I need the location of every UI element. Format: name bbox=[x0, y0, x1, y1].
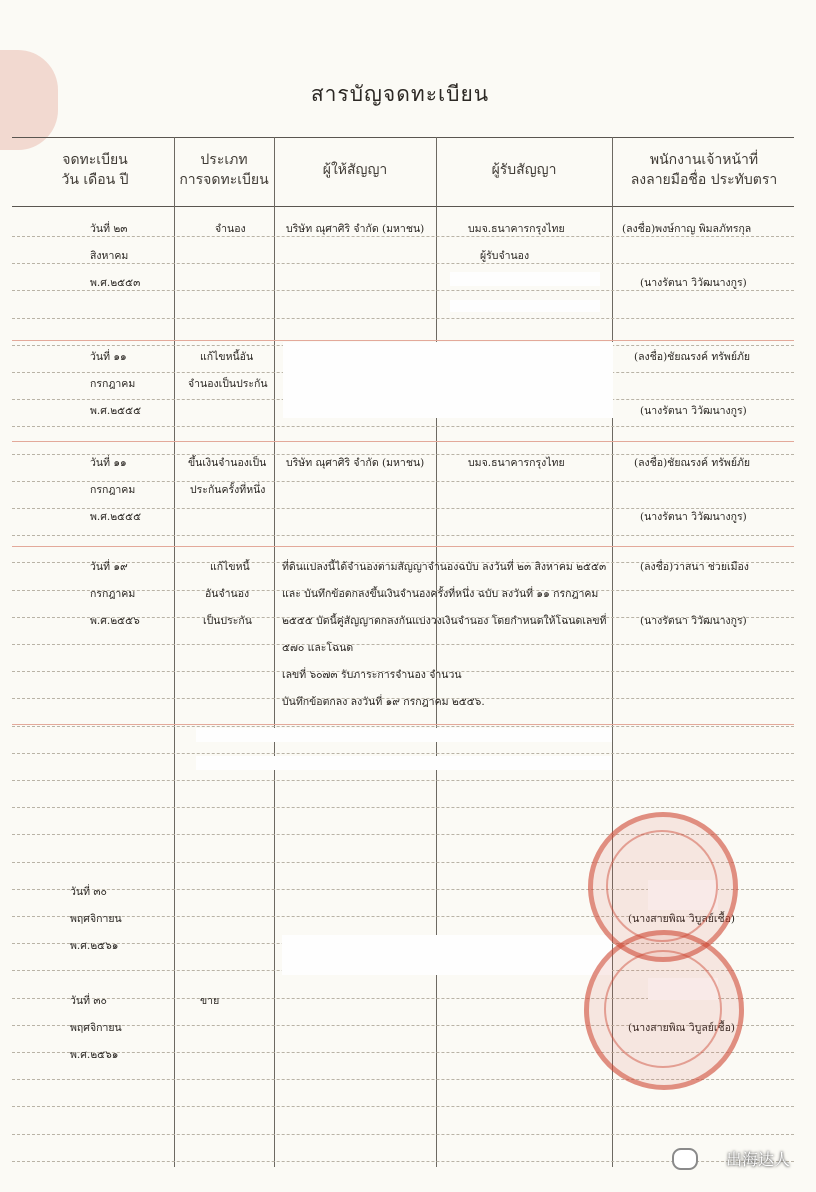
ruled-line bbox=[12, 263, 794, 264]
redaction bbox=[196, 756, 612, 770]
ruled-line bbox=[12, 644, 794, 645]
entry-date-year: พ.ศ.๒๕๖๑ bbox=[70, 1049, 119, 1061]
entry-note-line: ๕๗๐ และโฉนด bbox=[282, 642, 354, 654]
column-divider bbox=[436, 137, 437, 1167]
header-grantee: ผู้รับสัญญา bbox=[491, 162, 557, 178]
entry-separator bbox=[12, 441, 794, 442]
entry-type-line3: เป็นประกัน bbox=[203, 615, 252, 627]
entry-officer-sign: (ลงชื่อ)ชัยณรงค์ ทรัพย์ภัย bbox=[634, 351, 751, 363]
ruled-line bbox=[12, 807, 794, 808]
entry-officer-name: (นางสายพิณ วิบูลย์เชื้อ) bbox=[628, 913, 736, 925]
entry-date-month: กรกฎาคม bbox=[90, 588, 136, 600]
entry-date-year: พ.ศ.๒๕๖๑ bbox=[70, 940, 119, 952]
redaction bbox=[450, 272, 600, 286]
column-divider bbox=[274, 137, 275, 1167]
header-grantor: ผู้ให้สัญญา bbox=[322, 162, 388, 178]
ruled-line bbox=[12, 318, 794, 319]
entry-officer-sign: (ลงชื่อ)พงษ์กาญ พิมลภัทรกุล bbox=[622, 223, 752, 235]
entry-officer-name: (นางรัตนา วิวัฒนางกูร) bbox=[640, 277, 747, 289]
entry-type-line1: แก้ไขหนี้อัน bbox=[200, 351, 254, 363]
entry-officer-name: (นางรัตนา วิวัฒนางกูร) bbox=[640, 405, 747, 417]
entry-date-day: วันที่ ๒๓ bbox=[90, 223, 128, 235]
entry-date-day: วันที่ ๓๐ bbox=[70, 995, 107, 1007]
entry-type-line1: แก้ไขหนี้ bbox=[210, 561, 250, 573]
ruled-line bbox=[12, 1134, 794, 1135]
official-seal-inner-ring bbox=[604, 950, 722, 1068]
entry-type-line2: ประกันครั้งที่หนึ่ง bbox=[190, 484, 266, 496]
redaction bbox=[450, 300, 600, 312]
entry-type-line1: ขึ้นเงินจำนองเป็น bbox=[188, 457, 267, 469]
ruled-line bbox=[12, 535, 794, 536]
entry-note-line: บันทึกข้อตกลง ลงวันที่ ๑๙ กรกฎาคม ๒๕๕๖. bbox=[282, 696, 485, 708]
redaction bbox=[283, 342, 613, 418]
document-title: สารบัญจดทะเบียน bbox=[310, 82, 490, 106]
entry-type-line2: อันจำนอง bbox=[205, 588, 250, 600]
entry-type: ขาย bbox=[200, 995, 220, 1007]
entry-note-line: และ บันทึกข้อตกลงขึ้นเงินจำนองครั้งที่หนึ่ง ฉบับ ลงวันที่ ๑๑ กรกฎาคม bbox=[282, 588, 599, 600]
ruled-line bbox=[12, 290, 794, 291]
redaction bbox=[282, 935, 612, 975]
ruled-line bbox=[12, 508, 794, 509]
entry-date-month: สิงหาคม bbox=[90, 250, 129, 262]
entry-date-day: วันที่ ๑๙ bbox=[90, 561, 128, 573]
ruled-line bbox=[12, 236, 794, 237]
entry-type-line2: จำนองเป็นประกัน bbox=[188, 378, 268, 390]
entry-date-day: วันที่ ๓๐ bbox=[70, 886, 107, 898]
entry-note-line: ๒๕๕๕ บัดนี้คู่สัญญาตกลงกันแบ่งวงเงินจำนอง โดยกำหนดให้โฉนดเลขที่ bbox=[282, 615, 607, 627]
redaction bbox=[196, 728, 612, 742]
entry-date-year: พ.ศ.๒๕๕๖ bbox=[90, 615, 140, 627]
entry-date-month: กรกฎาคม bbox=[90, 484, 136, 496]
watermark: 出海达人 bbox=[725, 1150, 790, 1169]
entry-note-line: เลขที่ ๖๐๗๓ รับภาระการจำนอง จำนวน bbox=[282, 669, 462, 681]
entry-officer-sign: (ลงชื่อ)ชัยณรงค์ ทรัพย์ภัย bbox=[634, 457, 751, 469]
entry-separator bbox=[12, 340, 794, 341]
official-seal-inner-ring bbox=[606, 830, 718, 942]
entry-date-month: พฤศจิกายน bbox=[70, 913, 122, 925]
ruled-line bbox=[12, 753, 794, 754]
entry-grantee: บมจ.ธนาคารกรุงไทย bbox=[468, 223, 565, 235]
ruled-line bbox=[12, 426, 794, 427]
header-bottom-border bbox=[12, 206, 794, 207]
ruled-line bbox=[12, 454, 794, 455]
entry-officer-name: (นางรัตนา วิวัฒนางกูร) bbox=[640, 615, 747, 627]
entry-date-year: พ.ศ.๒๕๕๕ bbox=[90, 511, 142, 523]
wechat-icon bbox=[672, 1148, 698, 1170]
entry-date-year: พ.ศ.๒๕๕๕ bbox=[90, 405, 142, 417]
entry-grantee-role: ผู้รับจำนอง bbox=[480, 250, 530, 262]
entry-date-day: วันที่ ๑๑ bbox=[90, 457, 127, 469]
entry-officer-name: (นางรัตนา วิวัฒนางกูร) bbox=[640, 511, 747, 523]
entry-date-year: พ.ศ.๒๕๕๓ bbox=[90, 277, 141, 289]
entry-type: จำนอง bbox=[215, 223, 246, 235]
entry-officer-sign: (ลงชื่อ)วาสนา ช่วยเมือง bbox=[640, 561, 749, 573]
ruled-line bbox=[12, 780, 794, 781]
entry-date-day: วันที่ ๑๑ bbox=[90, 351, 127, 363]
entry-note-line: ที่ดินแปลงนี้ได้จำนองตามสัญญาจำนองฉบับ ลงวันที่ ๒๓ สิงหาคม ๒๕๕๓ bbox=[282, 561, 607, 573]
header-date: จดทะเบียน วัน เดือน ปี bbox=[61, 152, 129, 188]
ruled-line bbox=[12, 1106, 794, 1107]
entry-grantor: บริษัท ณุศาศิริ จำกัด (มหาชน) bbox=[286, 457, 425, 469]
entry-date-month: พฤศจิกายน bbox=[70, 1022, 122, 1034]
ruled-line bbox=[12, 481, 794, 482]
entry-separator bbox=[12, 546, 794, 547]
entry-date-month: กรกฎาคม bbox=[90, 378, 136, 390]
header-type: ประเภท การจดทะเบียน bbox=[179, 152, 269, 188]
entry-officer-name: (นางสายพิณ วิบูลย์เชื้อ) bbox=[628, 1022, 736, 1034]
entry-grantor: บริษัท ณุศาศิริ จำกัด (มหาชน) bbox=[286, 223, 425, 235]
header-officer: พนักงานเจ้าหน้าที่ ลงลายมือชื่อ ประทับตรา bbox=[630, 152, 778, 188]
table-top-border bbox=[12, 137, 794, 138]
entry-grantee: บมจ.ธนาคารกรุงไทย bbox=[468, 457, 565, 469]
entry-separator bbox=[12, 724, 794, 725]
column-divider bbox=[174, 137, 175, 1167]
ruled-line bbox=[12, 726, 794, 727]
